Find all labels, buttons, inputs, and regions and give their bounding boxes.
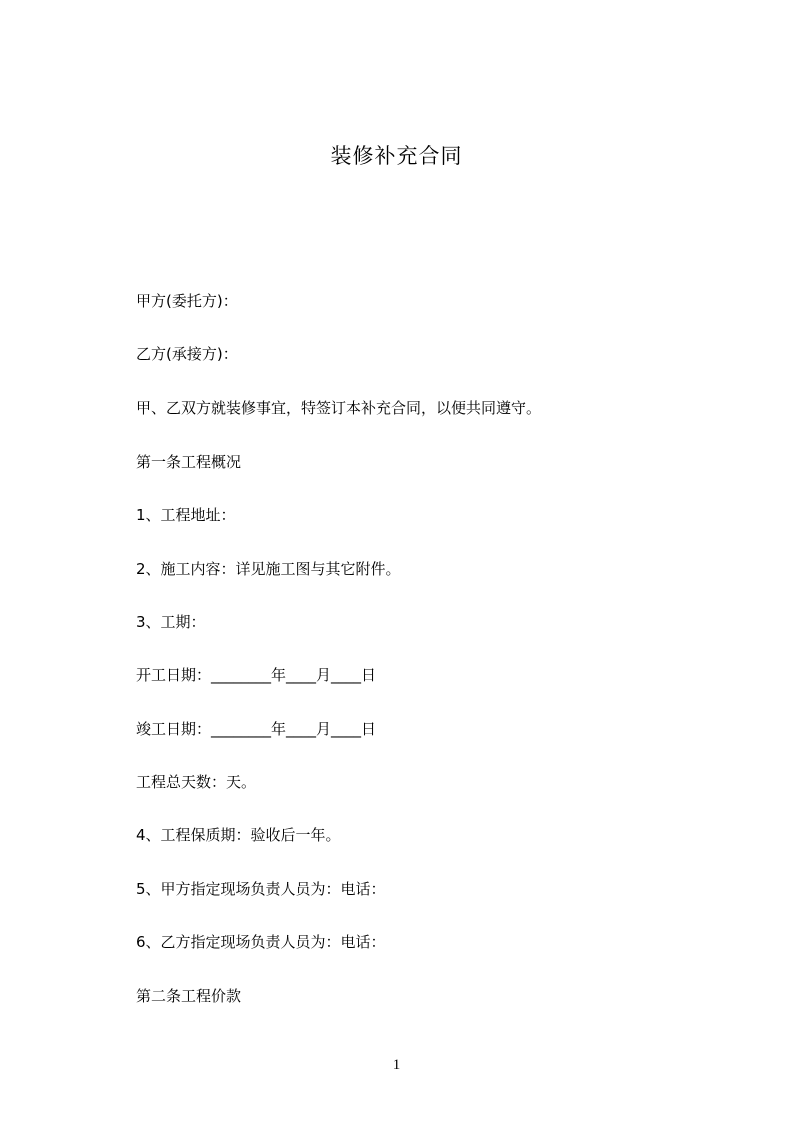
article-1-heading: 第一条工程概况 bbox=[136, 453, 242, 471]
warranty-line: 4、工程保质期：验收后一年。 bbox=[136, 826, 341, 844]
article-2-heading: 第二条工程价款 bbox=[136, 987, 242, 1005]
construction-content-line: 2、施工内容：详见施工图与其它附件。 bbox=[136, 560, 401, 578]
preamble-line: 甲、乙双方就装修事宜，特签订本补充合同，以便共同遵守。 bbox=[136, 399, 542, 417]
party-b-line: 乙方(承接方)： bbox=[136, 345, 238, 363]
party-a-line: 甲方(委托方)： bbox=[136, 292, 238, 310]
document-title: 装修补充合同 bbox=[330, 144, 463, 168]
total-days-line: 工程总天数：天。 bbox=[136, 773, 257, 791]
duration-line: 3、工期： bbox=[136, 613, 206, 631]
project-address-line: 1、工程地址： bbox=[136, 506, 236, 524]
party-b-contact-line: 6、乙方指定现场负责人员为：电话： bbox=[136, 933, 386, 951]
completion-date-line: 竣工日期：________年____月____日 bbox=[136, 720, 377, 738]
start-date-line: 开工日期：________年____月____日 bbox=[136, 666, 377, 684]
party-a-contact-line: 5、甲方指定现场负责人员为：电话： bbox=[136, 880, 386, 898]
page-number: 1 bbox=[392, 1057, 401, 1073]
